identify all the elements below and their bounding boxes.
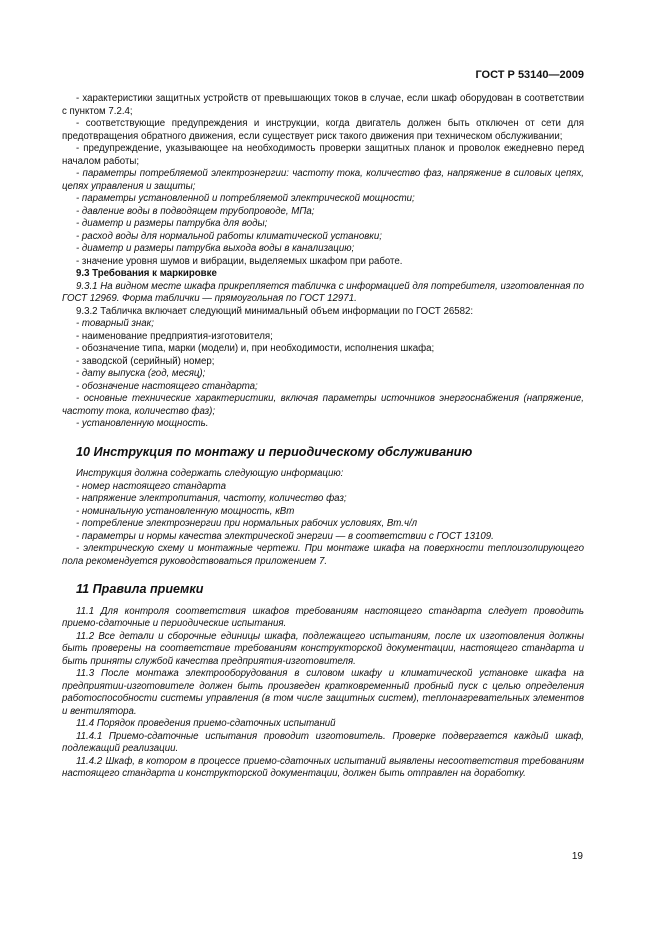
paragraph: - диаметр и размеры патрубка для воды; <box>76 218 268 229</box>
paragraph: - товарный знак; <box>76 318 154 329</box>
document-header: ГОСТ Р 53140—2009 <box>475 69 584 81</box>
paragraph: - дату выпуска (год, месяц); <box>76 368 206 379</box>
paragraph: - параметры потребляемой электроэнергии: частоту тока, количество фаз, напряжение в силовых цепях, цепях управления и защиты; <box>62 168 584 192</box>
paragraph: Инструкция должна содержать следующую информацию: <box>76 468 344 479</box>
block-acceptance <box>62 606 584 781</box>
block-marking <box>62 281 584 431</box>
paragraph: - расход воды для нормальной работы климатической установки; <box>76 230 382 242</box>
paragraph: 9.3.2 Табличка включает следующий минимальный объем информации по ГОСТ 26582: <box>76 305 474 317</box>
paragraph: 11.4 Порядок проведения приемо-сдаточных испытаний <box>76 718 336 729</box>
paragraph: - соответствующие предупреждения и инструкции, когда двигатель должен быть отключен от сети для предотвращения обратного движения, если существует риск такого движения при техническом обслуживании; <box>62 118 584 142</box>
paragraph: 11.2 Все детали и сборочные единицы шкафа, подлежащего испытаниям, после их изготовления должны быть проверены на соответствие требованиям конструкторской документации, настоящего стандарта и быть приняты службой качества предприятия-изготовителя. <box>62 630 584 667</box>
paragraph: 11.4.1 Приемо-сдаточные испытания проводит изготовитель. Проверке подвергается каждый шкаф, подлежащий реализации. <box>62 730 584 754</box>
paragraph: 9.3.1 На видном месте шкафа прикрепляется табличка с информацией для потребителя, изготовленная по ГОСТ 12969. Форма таблички — прямоугольная по ГОСТ 12971. <box>62 280 584 304</box>
paragraph: - электрическую схему и монтажные чертежи. При монтаже шкафа на поверхности теплоизолирующего пола рекомендуется руководствоваться приложением 7. <box>62 543 584 567</box>
paragraph: - напряжение электропитания, частоту, количество фаз; <box>76 493 347 504</box>
section-11-title: 11 Правила приемки <box>76 582 204 596</box>
section-9-3-title: 9.3 Требования к маркировке <box>76 268 217 279</box>
page-number: 19 <box>571 851 583 862</box>
paragraph: - номер настоящего стандарта <box>76 480 226 492</box>
block-requirements-list <box>62 93 584 268</box>
paragraph: 11.1 Для контроля соответствия шкафов требованиям настоящего стандарта следует проводить приемо-сдаточные и периодические испытания. <box>62 605 584 629</box>
paragraph: - обозначение типа, марки (модели) и, при необходимости, исполнения шкафа; <box>76 343 435 354</box>
paragraph: - предупреждение, указывающее на необходимость проверки защитных планок и проволок ежедневно перед началом работы; <box>62 143 584 167</box>
paragraph: - параметры и нормы качества электрической энергии — в соответствии с ГОСТ 13109. <box>76 530 494 542</box>
block-installation <box>62 468 584 568</box>
paragraph: - основные технические характеристики, включая параметры источников энергоснабжения (напряжение, частоту тока, количество фаз); <box>62 393 584 417</box>
paragraph: - установленную мощность. <box>76 418 209 429</box>
paragraph: - давление воды в подводящем трубопроводе, МПа; <box>76 205 315 217</box>
paragraph: - значение уровня шумов и вибрации, выделяемых шкафом при работе. <box>76 255 403 267</box>
paragraph: 11.4.2 Шкаф, в котором в процессе приемо-сдаточных испытаний выявлены несоответствия требованиям настоящего стандарта и конструкторской документации, должен быть отправлен на доработку. <box>62 755 584 779</box>
paragraph: - характеристики защитных устройств от превышающих токов в случае, если шкаф оборудован в соответствии с пунктом 7.2.4; <box>62 93 584 117</box>
paragraph: - потребление электроэнергии при нормальных рабочих условиях, Вт.ч/л <box>76 518 418 529</box>
paragraph: - наименование предприятия-изготовителя; <box>76 330 273 342</box>
section-10-title: 10 Инструкция по монтажу и периодическому обслуживанию <box>76 444 473 459</box>
paragraph: 11.3 После монтажа электрооборудования в силовом шкафу и климатической установке шкафа на предприятии-изготовителе должен быть произведен кратковременный пробный пуск с целью определения работоспособности системы управления (в том числе защитных систем), теплонагревательных элементов и вентилятора. <box>62 668 584 717</box>
paragraph: - параметры установленной и потребляемой электрической мощности; <box>76 193 415 204</box>
page-content <box>62 93 584 781</box>
paragraph: - номинальную установленную мощность, кВт <box>76 505 295 517</box>
paragraph: - заводской (серийный) номер; <box>76 355 215 367</box>
paragraph: - обозначение настоящего стандарта; <box>76 380 258 392</box>
paragraph: - диаметр и размеры патрубка выхода воды в канализацию; <box>76 243 355 254</box>
